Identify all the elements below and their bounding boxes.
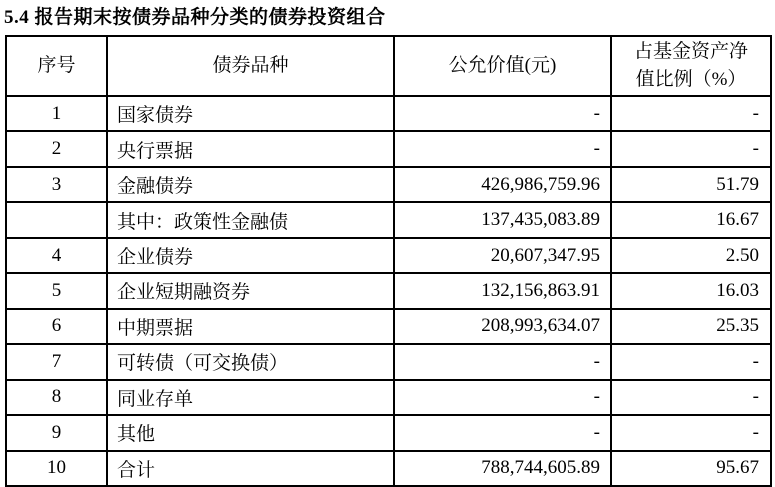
cell-bond-type: 中期票据 (107, 309, 394, 344)
cell-seq-no: 1 (6, 96, 107, 131)
section-title: 5.4 报告期末按债券品种分类的债券投资组合 (4, 7, 386, 28)
cell-bond-type: 同业存单 (107, 380, 394, 415)
cell-nav-ratio: 2.50 (611, 238, 771, 273)
table-row (6, 238, 771, 273)
table-row (6, 273, 771, 308)
table-row (6, 344, 771, 379)
table-row (6, 96, 771, 131)
cell-seq-no: 4 (6, 238, 107, 273)
cell-bond-type: 金融债券 (107, 167, 394, 202)
cell-fair-value: - (394, 380, 611, 415)
cell-bond-type: 其中：政策性金融债 (107, 202, 394, 237)
cell-bond-type: 企业短期融资券 (107, 273, 394, 308)
cell-bond-type: 央行票据 (107, 131, 394, 166)
cell-nav-ratio: - (611, 415, 771, 450)
table-row (6, 380, 771, 415)
header-fair-value: 公允价值(元) (394, 36, 611, 96)
header-nav-ratio-text: 占基金资产净值比例（%） (633, 40, 748, 90)
cell-fair-value: - (394, 344, 611, 379)
cell-seq-no: 8 (6, 380, 107, 415)
cell-seq-no: 6 (6, 309, 107, 344)
cell-nav-ratio: - (611, 380, 771, 415)
cell-nav-ratio: 16.03 (611, 273, 771, 308)
header-nav-ratio (611, 36, 771, 96)
cell-nav-ratio: 25.35 (611, 309, 771, 344)
header-seq-no: 序号 (6, 36, 107, 96)
cell-nav-ratio: 95.67 (611, 451, 771, 486)
bond-portfolio-table (5, 35, 772, 487)
cell-seq-no: 7 (6, 344, 107, 379)
cell-fair-value: 208,993,634.07 (394, 309, 611, 344)
cell-bond-type: 可转债（可交换债） (107, 344, 394, 379)
table-row-subitem (6, 202, 771, 237)
cell-fair-value: - (394, 131, 611, 166)
cell-fair-value: 132,156,863.91 (394, 273, 611, 308)
cell-bond-type: 国家债券 (107, 96, 394, 131)
cell-fair-value: 426,986,759.96 (394, 167, 611, 202)
cell-bond-type: 合计 (107, 451, 394, 486)
cell-seq-no: 9 (6, 415, 107, 450)
cell-fair-value: - (394, 96, 611, 131)
cell-seq-no (6, 202, 107, 237)
cell-nav-ratio: - (611, 344, 771, 379)
cell-seq-no: 3 (6, 167, 107, 202)
table-row (6, 167, 771, 202)
cell-bond-type: 企业债券 (107, 238, 394, 273)
table-row-total (6, 451, 771, 486)
table-row (6, 415, 771, 450)
cell-fair-value: - (394, 415, 611, 450)
header-bond-type: 债券品种 (107, 36, 394, 96)
cell-seq-no: 5 (6, 273, 107, 308)
table-row (6, 309, 771, 344)
cell-fair-value: 20,607,347.95 (394, 238, 611, 273)
cell-nav-ratio: 51.79 (611, 167, 771, 202)
cell-nav-ratio: - (611, 131, 771, 166)
cell-fair-value: 788,744,605.89 (394, 451, 611, 486)
cell-nav-ratio: 16.67 (611, 202, 771, 237)
cell-seq-no: 10 (6, 451, 107, 486)
cell-fair-value: 137,435,083.89 (394, 202, 611, 237)
header-row (6, 36, 771, 96)
cell-seq-no: 2 (6, 131, 107, 166)
cell-nav-ratio: - (611, 96, 771, 131)
table-row (6, 131, 771, 166)
cell-bond-type: 其他 (107, 415, 394, 450)
